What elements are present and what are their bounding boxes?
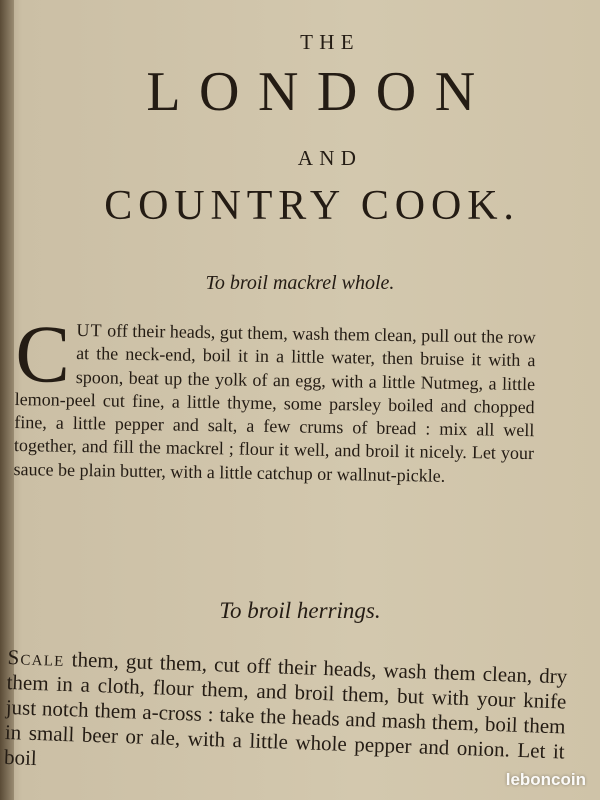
recipe-heading-mackrel: To broil mackrel whole. [205,272,395,294]
recipe-body: them, gut them, cut off their heads, wash them clean, dry them in a cloth, flour them, and broil them, but with your knife just notch them a-cross : take the heads and mash them, boil them in small beer or ale, with a little whole pepper and onion. Let it boil [3,646,568,771]
title-country-cook: COUNTRY COOK. [104,183,520,229]
title-london: LONDON [146,61,494,123]
recipe-text-mackrel [13,308,536,489]
watermark-logo: leboncoin [505,770,586,789]
recipe-body: off their heads, gut them, wash them clean, pull out the row at the neck-end, boil it in a little water, then bruise it with a spoon, beat up the yolk of an egg, with a little Nutmeg, a little lemon-peel cut fine, a little thyme, some parsley boiled and chopped fine, a little pepper and salt, a few crums of bread : mix all well together, and fill the mackrel ; flour it well, and broil it nicely. Let your sauce be plain butter, with a little catchup or wallnut-pickle. [13,320,536,486]
recipe-text-herrings [4,645,568,789]
title-and: AND [297,146,363,170]
recipe-heading-herrings: To broil herrings. [219,598,381,623]
drop-cap: C [14,308,71,400]
title-the: THE [300,30,360,54]
recipe-lead-word: UT [76,319,103,341]
recipe-lead-word: Scale [7,645,66,671]
